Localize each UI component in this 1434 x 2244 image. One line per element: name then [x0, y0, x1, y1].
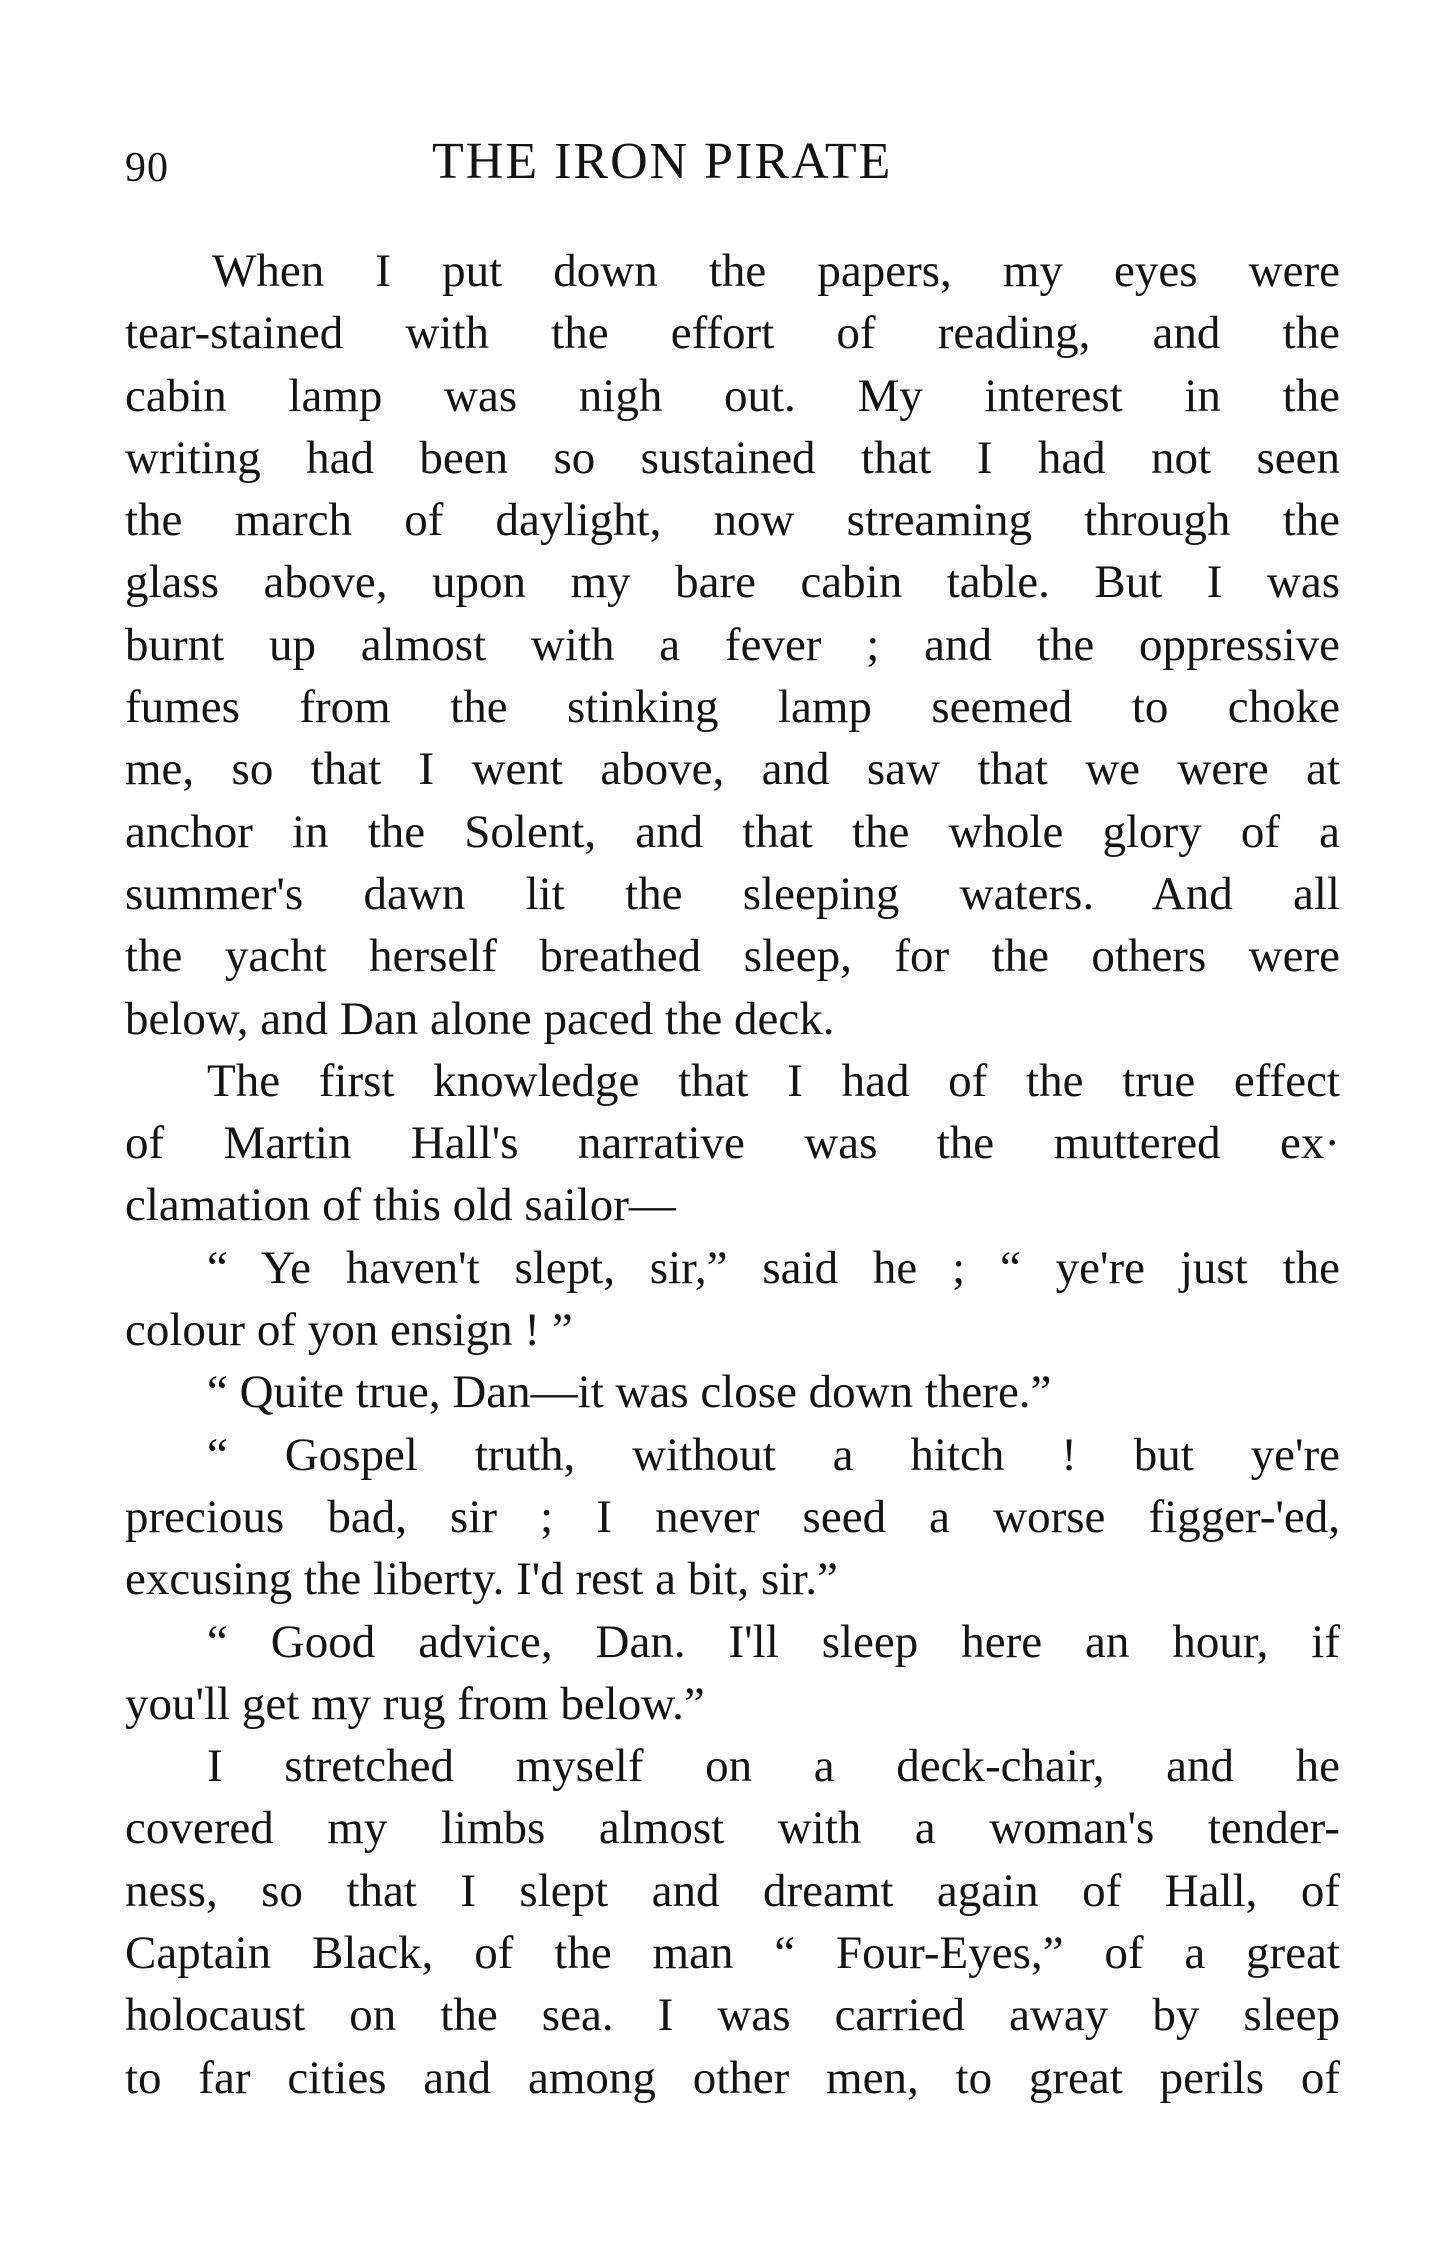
text-line: glass above, upon my bare cabin table. But I was: [125, 556, 1340, 609]
text-line: “ Good advice, Dan. I'll sleep here an hour, if: [207, 1615, 1340, 1668]
text-line: excusing the liberty. I'd rest a bit, sir.”: [125, 1553, 838, 1606]
text-line: anchor in the Solent, and that the whole glory of a: [125, 805, 1340, 858]
text-line: to far cities and among other men, to great perils of: [125, 2051, 1340, 2104]
text-line: covered my limbs almost with a woman's tender-: [125, 1802, 1340, 1855]
text-line: the march of daylight, now streaming through the: [125, 494, 1340, 547]
text-line: writing had been so sustained that I had not seen: [125, 431, 1340, 484]
text-line: “ Ye haven't slept, sir,” said he ; “ ye're just the: [207, 1241, 1340, 1294]
text-line: summer's dawn lit the sleeping waters. And all: [125, 867, 1340, 920]
text-line: fumes from the stinking lamp seemed to choke: [125, 681, 1340, 734]
text-line: holocaust on the sea. I was carried away by sleep: [125, 1989, 1340, 2042]
text-line: ness, so that I slept and dreamt again of Hall, of: [125, 1864, 1340, 1917]
text-line: below, and Dan alone paced the deck.: [125, 992, 835, 1045]
text-line: you'll get my rug from below.”: [125, 1677, 705, 1730]
text-line: cabin lamp was nigh out. My interest in the: [125, 369, 1340, 422]
text-line: “ Gospel truth, without a hitch ! but ye're: [207, 1428, 1340, 1481]
running-title: THE IRON PIRATE: [432, 133, 893, 190]
text-line: “ Quite true, Dan—it was close down there.”: [207, 1366, 1052, 1419]
text-line: me, so that I went above, and saw that we were at: [125, 743, 1340, 796]
text-line: When I put down the papers, my eyes were: [212, 245, 1340, 297]
text-line: Captain Black, of the man “ Four-Eyes,” of a great: [125, 1927, 1340, 1980]
text-line: the yacht herself breathed sleep, for the others were: [125, 930, 1340, 983]
text-line: clamation of this old sailor—: [125, 1179, 676, 1232]
text-line: I stretched myself on a deck-chair, and he: [207, 1740, 1340, 1793]
text-line: precious bad, sir ; I never seed a worse figger-'ed,: [125, 1490, 1340, 1543]
page-header: [125, 132, 1005, 202]
text-line: colour of yon ensign ! ”: [125, 1304, 573, 1357]
text-line: The first knowledge that I had of the true effect: [207, 1054, 1340, 1107]
text-line: burnt up almost with a fever ; and the oppressive: [125, 618, 1340, 671]
text-line: tear-stained with the effort of reading, and the: [125, 307, 1340, 360]
page-number: 90: [125, 145, 169, 191]
text-line: of Martin Hall's narrative was the muttered ex·: [125, 1117, 1340, 1170]
body-text: [125, 240, 1340, 2109]
